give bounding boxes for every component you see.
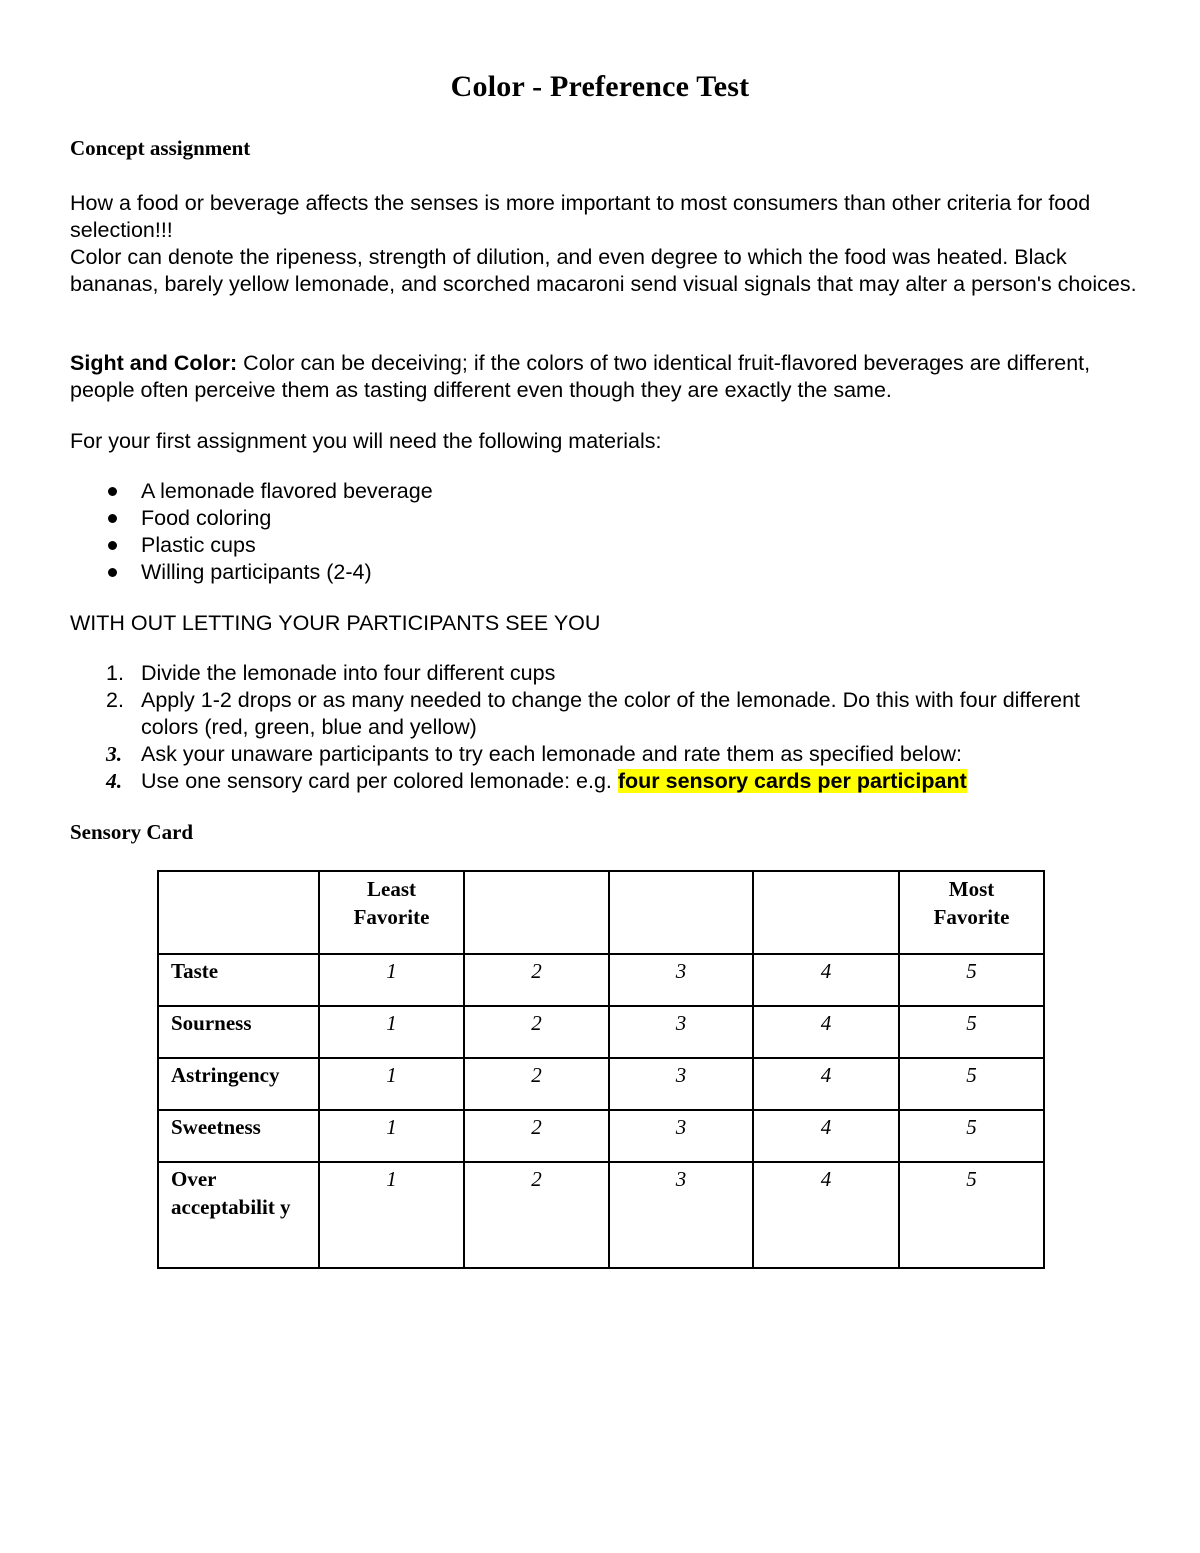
header-cell-least-favorite: Least Favorite — [319, 871, 464, 954]
table-row — [158, 954, 1044, 1006]
step-text: Use one sensory card per colored lemonade: e.g. — [141, 769, 618, 793]
sight-color-label: Sight and Color: — [70, 351, 238, 375]
header-cell — [464, 871, 609, 954]
row-label: Sourness — [158, 1006, 319, 1058]
material-text: A lemonade flavored beverage — [141, 479, 433, 503]
highlighted-text: four sensory cards per participant — [617, 769, 967, 793]
row-label: Taste — [158, 954, 319, 1006]
rating-cell[interactable]: 3 — [609, 1006, 753, 1058]
list-item — [70, 532, 1140, 559]
bullet-icon — [108, 541, 117, 550]
table-row — [158, 1006, 1044, 1058]
rating-cell[interactable]: 5 — [899, 1006, 1044, 1058]
list-item — [70, 768, 1140, 795]
intro-line-2: Color can denote the ripeness, strength of dilution, and even degree to which the food was heated. Black bananas, barely yellow lemonade, and scorched macaroni send visual signals that may alter a person's choices. — [70, 245, 1137, 296]
sensory-card-table — [157, 870, 1045, 1269]
bullet-icon — [108, 487, 117, 496]
row-label: Astringency — [158, 1058, 319, 1110]
list-item — [70, 505, 1140, 532]
step-text: Divide the lemonade into four different cups — [141, 661, 556, 685]
page-title: Color - Preference Test — [450, 70, 750, 103]
step-number: 4. — [106, 769, 123, 793]
step-number: 3. — [106, 742, 123, 766]
materials-intro: For your first assignment you will need the following materials: — [70, 429, 662, 453]
rating-cell[interactable]: 1 — [319, 1058, 464, 1110]
warning-text: WITH OUT LETTING YOUR PARTICIPANTS SEE YOU — [70, 611, 601, 635]
table-header-row — [158, 871, 1044, 954]
rating-cell[interactable]: 1 — [319, 1110, 464, 1162]
rating-cell[interactable]: 2 — [464, 1058, 609, 1110]
rating-cell[interactable]: 1 — [319, 1162, 464, 1268]
rating-cell[interactable]: 2 — [464, 1162, 609, 1268]
header-cell — [158, 871, 319, 954]
table-row — [158, 1162, 1044, 1268]
rating-cell[interactable]: 4 — [753, 1110, 899, 1162]
header-cell-most-favorite: Most Favorite — [899, 871, 1044, 954]
concept-heading: Concept assignment — [70, 136, 251, 160]
intro-paragraph — [70, 190, 1140, 298]
list-item — [70, 741, 1140, 768]
rating-cell[interactable]: 4 — [753, 1058, 899, 1110]
step-text: Ask your unaware participants to try each lemonade and rate them as specified below: — [141, 742, 963, 766]
materials-list — [70, 478, 1140, 586]
material-text: Willing participants (2-4) — [141, 560, 372, 584]
bullet-icon — [108, 514, 117, 523]
header-cell — [609, 871, 753, 954]
rating-cell[interactable]: 5 — [899, 1162, 1044, 1268]
rating-cell[interactable]: 5 — [899, 954, 1044, 1006]
table-row — [158, 1058, 1044, 1110]
rating-cell[interactable]: 4 — [753, 1162, 899, 1268]
table-row — [158, 1110, 1044, 1162]
list-item — [70, 478, 1140, 505]
step-text: Apply 1-2 drops or as many needed to change the color of the lemonade. Do this with four different colors (red, green, blue and yellow) — [141, 688, 1080, 739]
intro-line-1: How a food or beverage affects the senses is more important to most consumers than other criteria for food selection!!! — [70, 191, 1091, 242]
rating-cell[interactable]: 2 — [464, 1006, 609, 1058]
rating-cell[interactable]: 3 — [609, 1058, 753, 1110]
sight-color-paragraph — [70, 350, 1140, 404]
material-text: Plastic cups — [141, 533, 256, 557]
row-label: Sweetness — [158, 1110, 319, 1162]
rating-cell[interactable]: 4 — [753, 1006, 899, 1058]
step-number: 2. — [106, 688, 124, 712]
header-cell — [753, 871, 899, 954]
rating-cell[interactable]: 3 — [609, 1162, 753, 1268]
rating-cell[interactable]: 2 — [464, 1110, 609, 1162]
rating-cell[interactable]: 3 — [609, 954, 753, 1006]
rating-cell[interactable]: 5 — [899, 1058, 1044, 1110]
list-item — [70, 687, 1140, 741]
rating-cell[interactable]: 1 — [319, 954, 464, 1006]
steps-list — [70, 660, 1140, 795]
row-label: Over acceptabilit y — [158, 1162, 319, 1268]
list-item — [70, 660, 1140, 687]
list-item — [70, 559, 1140, 586]
step-number: 1. — [106, 661, 124, 685]
sensory-card-heading: Sensory Card — [70, 820, 194, 844]
rating-cell[interactable]: 1 — [319, 1006, 464, 1058]
rating-cell[interactable]: 3 — [609, 1110, 753, 1162]
rating-cell[interactable]: 2 — [464, 954, 609, 1006]
rating-cell[interactable]: 4 — [753, 954, 899, 1006]
rating-cell[interactable]: 5 — [899, 1110, 1044, 1162]
sight-color-text: Color can be deceiving; if the colors of two identical fruit-flavored beverages are different, people often perceive them as tasting different even though they are exactly the same. — [70, 351, 1091, 402]
material-text: Food coloring — [141, 506, 272, 530]
bullet-icon — [108, 568, 117, 577]
